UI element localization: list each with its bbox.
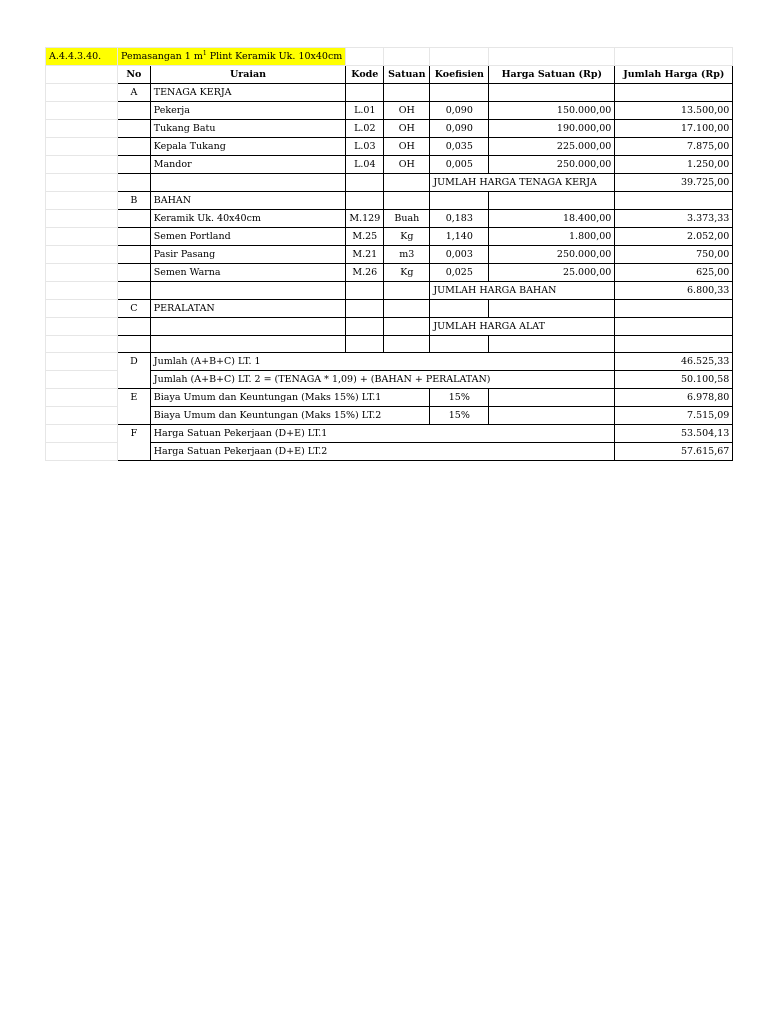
summary-d2-value: 50.100,58 <box>615 371 733 389</box>
item-title <box>118 48 346 66</box>
row-jumlah-harga: 7.875,00 <box>615 138 733 156</box>
section-c-row <box>46 300 733 318</box>
table-row <box>46 102 733 120</box>
table-row <box>46 138 733 156</box>
row-satuan: Buah <box>384 210 430 228</box>
section-b-total-value: 6.800,33 <box>615 282 733 300</box>
row-harga-satuan: 225.000,00 <box>489 138 615 156</box>
section-c-no: C <box>118 300 151 318</box>
row-jumlah-harga: 3.373,33 <box>615 210 733 228</box>
row-koefisien: 0,025 <box>430 264 489 282</box>
table-row <box>46 120 733 138</box>
summary-e1-label: Biaya Umum dan Keuntungan (Maks 15%) LT.1 <box>150 389 430 407</box>
header-jumlah-harga: Jumlah Harga (Rp) <box>615 66 733 84</box>
row-koefisien: 0,090 <box>430 102 489 120</box>
summary-e1-value: 6.978,80 <box>615 389 733 407</box>
row-satuan: OH <box>384 102 430 120</box>
section-a-no: A <box>118 84 151 102</box>
summary-f2-label: Harga Satuan Pekerjaan (D+E) LT.2 <box>150 443 615 461</box>
row-uraian: Mandor <box>150 156 346 174</box>
row-uraian: Kepala Tukang <box>150 138 346 156</box>
table-row <box>46 210 733 228</box>
table-row <box>46 156 733 174</box>
summary-d1-row <box>46 353 733 371</box>
row-koefisien: 0,005 <box>430 156 489 174</box>
summary-e1-percent: 15% <box>430 389 489 407</box>
section-a-total-value: 39.725,00 <box>615 174 733 192</box>
item-title-superscript: 1 <box>202 49 207 57</box>
header-satuan: Satuan <box>384 66 430 84</box>
section-a-row <box>46 84 733 102</box>
table-row <box>46 228 733 246</box>
row-jumlah-harga: 750,00 <box>615 246 733 264</box>
summary-d2-row <box>46 371 733 389</box>
section-b-total-row <box>46 282 733 300</box>
row-harga-satuan: 25.000,00 <box>489 264 615 282</box>
header-uraian: Uraian <box>150 66 346 84</box>
row-koefisien: 0,003 <box>430 246 489 264</box>
section-b-no: B <box>118 192 151 210</box>
summary-d1-value: 46.525,33 <box>615 353 733 371</box>
row-jumlah-harga: 2.052,00 <box>615 228 733 246</box>
row-kode: M.129 <box>346 210 384 228</box>
summary-f2-row <box>46 443 733 461</box>
header-kode: Kode <box>346 66 384 84</box>
row-uraian: Pasir Pasang <box>150 246 346 264</box>
header-koefisien: Koefisien <box>430 66 489 84</box>
row-harga-satuan: 18.400,00 <box>489 210 615 228</box>
ahsp-table <box>45 47 733 461</box>
section-b-label: BAHAN <box>150 192 346 210</box>
row-harga-satuan: 190.000,00 <box>489 120 615 138</box>
blank-row <box>46 336 733 353</box>
title-row <box>46 48 733 66</box>
row-jumlah-harga: 1.250,00 <box>615 156 733 174</box>
summary-e2-value: 7.515,09 <box>615 407 733 425</box>
row-kode: L.03 <box>346 138 384 156</box>
section-a-total-label: JUMLAH HARGA TENAGA KERJA <box>430 174 615 192</box>
row-kode: M.25 <box>346 228 384 246</box>
summary-e2-percent: 15% <box>430 407 489 425</box>
section-c-total-value <box>615 318 733 336</box>
row-uraian: Semen Portland <box>150 228 346 246</box>
item-title-text-rest: Plint Keramik Uk. 10x40cm <box>206 51 343 62</box>
spreadsheet-sheet <box>45 47 733 461</box>
row-jumlah-harga: 13.500,00 <box>615 102 733 120</box>
row-satuan: m3 <box>384 246 430 264</box>
row-satuan: Kg <box>384 264 430 282</box>
row-harga-satuan: 250.000,00 <box>489 246 615 264</box>
summary-e-no: E <box>118 389 151 407</box>
row-harga-satuan: 150.000,00 <box>489 102 615 120</box>
summary-e2-label: Biaya Umum dan Keuntungan (Maks 15%) LT.2 <box>150 407 430 425</box>
row-uraian: Pekerja <box>150 102 346 120</box>
row-kode: M.21 <box>346 246 384 264</box>
row-satuan: OH <box>384 120 430 138</box>
table-row <box>46 264 733 282</box>
section-a-total-row <box>46 174 733 192</box>
row-koefisien: 0,035 <box>430 138 489 156</box>
summary-d2-label: Jumlah (A+B+C) LT. 2 = (TENAGA * 1,09) + (BAHAN + PERALATAN) <box>150 371 615 389</box>
row-koefisien: 1,140 <box>430 228 489 246</box>
item-title-text: Pemasangan 1 m <box>121 51 203 62</box>
summary-f1-value: 53.504,13 <box>615 425 733 443</box>
header-no: No <box>118 66 151 84</box>
row-koefisien: 0,090 <box>430 120 489 138</box>
summary-e2-row <box>46 407 733 425</box>
section-c-total-label: JUMLAH HARGA ALAT <box>430 318 615 336</box>
summary-f-no: F <box>118 425 151 443</box>
summary-e1-row <box>46 389 733 407</box>
row-koefisien: 0,183 <box>430 210 489 228</box>
row-jumlah-harga: 625,00 <box>615 264 733 282</box>
summary-d1-label: Jumlah (A+B+C) LT. 1 <box>150 353 615 371</box>
item-code: A.4.4.3.40. <box>46 48 118 66</box>
row-uraian: Tukang Batu <box>150 120 346 138</box>
row-harga-satuan: 1.800,00 <box>489 228 615 246</box>
summary-f1-row <box>46 425 733 443</box>
row-satuan: OH <box>384 138 430 156</box>
summary-d-no: D <box>118 353 151 371</box>
header-harga-satuan: Harga Satuan (Rp) <box>489 66 615 84</box>
row-kode: L.04 <box>346 156 384 174</box>
summary-f2-value: 57.615,67 <box>615 443 733 461</box>
row-jumlah-harga: 17.100,00 <box>615 120 733 138</box>
row-satuan: OH <box>384 156 430 174</box>
section-b-total-label: JUMLAH HARGA BAHAN <box>430 282 615 300</box>
section-a-label: TENAGA KERJA <box>150 84 346 102</box>
summary-f1-label: Harga Satuan Pekerjaan (D+E) LT.1 <box>150 425 615 443</box>
header-row <box>46 66 733 84</box>
row-kode: L.01 <box>346 102 384 120</box>
section-b-row <box>46 192 733 210</box>
row-uraian: Keramik Uk. 40x40cm <box>150 210 346 228</box>
row-uraian: Semen Warna <box>150 264 346 282</box>
row-kode: L.02 <box>346 120 384 138</box>
row-kode: M.26 <box>346 264 384 282</box>
section-c-total-row <box>46 318 733 336</box>
section-c-label: PERALATAN <box>150 300 346 318</box>
table-row <box>46 246 733 264</box>
row-harga-satuan: 250.000,00 <box>489 156 615 174</box>
row-satuan: Kg <box>384 228 430 246</box>
